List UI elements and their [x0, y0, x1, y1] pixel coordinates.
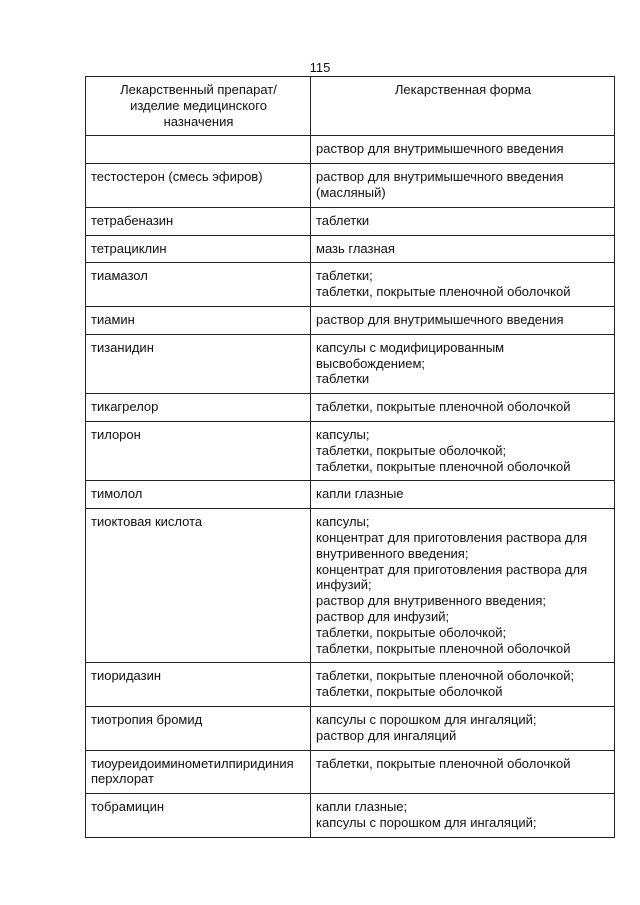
drug-cell — [86, 334, 311, 393]
drug-name: тиотропия бромид — [91, 711, 203, 727]
dosage-form: таблетки — [316, 212, 370, 228]
dosage-form: капсулы с модифицированным высвобождением; таблетки — [316, 339, 505, 387]
drug-name: тиоуреидоиминометилпиридиния перхлорат — [91, 755, 294, 787]
drug-cell — [86, 306, 311, 334]
drug-name: тетрабеназин — [91, 212, 174, 228]
dosage-form: капсулы с порошком для ингаляций; раствор для ингаляций — [316, 711, 537, 743]
table-row — [86, 750, 615, 794]
dosage-form: таблетки; таблетки, покрытые пленочной оболочкой — [316, 268, 571, 300]
drug-name: тиамазол — [91, 268, 148, 284]
drug-cell — [86, 509, 311, 663]
dosage-form: капли глазные; капсулы с порошком для ингаляций; — [316, 799, 537, 830]
table-row — [86, 663, 615, 707]
drug-cell — [86, 263, 311, 307]
drug-cell — [86, 235, 311, 263]
form-cell — [311, 663, 615, 707]
drug-cell — [86, 706, 311, 750]
drug-name: тиоктовая кислота — [91, 514, 203, 530]
table-row — [86, 706, 615, 750]
dosage-form: таблетки, покрытые пленочной оболочкой — [316, 755, 571, 771]
drug-cell — [86, 164, 311, 208]
form-cell — [311, 306, 615, 334]
header-drug — [86, 77, 311, 136]
form-cell — [311, 263, 615, 307]
drug-name: тикагрелор — [91, 399, 159, 415]
page-number: 115 — [309, 60, 331, 75]
drug-name: тимолол — [91, 486, 143, 502]
dosage-form: таблетки, покрытые пленочной оболочкой — [316, 399, 571, 415]
drug-cell — [86, 394, 311, 422]
table-row — [86, 263, 615, 307]
drug-cell — [86, 421, 311, 480]
table-row — [86, 207, 615, 235]
drug-name: тилорон — [91, 426, 141, 442]
dosage-form: мазь глазная — [316, 240, 395, 256]
header-form-label: Лекарственная форма — [394, 82, 532, 97]
dosage-form: таблетки, покрытые пленочной оболочкой; таблетки, покрытые оболочкой — [316, 668, 575, 700]
drug-name: тобрамицин — [91, 799, 165, 815]
dosage-form: капли глазные — [316, 486, 404, 502]
form-cell — [311, 509, 615, 663]
drug-name: тиоридазин — [91, 668, 162, 684]
form-cell — [311, 207, 615, 235]
dosage-form: раствор для внутримышечного введения (масляный) — [316, 169, 564, 200]
drug-name: тизанидин — [91, 339, 154, 355]
drug-cell — [86, 136, 311, 164]
dosage-form: капсулы; таблетки, покрытые оболочкой; таблетки, покрытые пленочной оболочкой — [316, 426, 571, 474]
drug-name: тестостерон (смесь эфиров) — [91, 169, 263, 185]
drug-cell — [86, 750, 311, 794]
form-cell — [311, 164, 615, 208]
form-cell — [311, 794, 615, 838]
form-cell — [311, 706, 615, 750]
form-cell — [311, 235, 615, 263]
drug-form-table — [85, 76, 615, 838]
table-row — [86, 136, 615, 164]
table-row — [86, 235, 615, 263]
table-row — [86, 509, 615, 663]
header-form — [311, 77, 615, 136]
form-cell — [311, 750, 615, 794]
drug-name: тетрациклин — [91, 240, 167, 256]
dosage-form: раствор для внутримышечного введения — [316, 141, 564, 157]
dosage-form: раствор для внутримышечного введения — [316, 311, 564, 327]
table-row — [86, 394, 615, 422]
table-row — [86, 421, 615, 480]
form-cell — [311, 481, 615, 509]
header-drug-label: Лекарственный препарат/ изделие медицинского назначения — [120, 82, 277, 129]
drug-cell — [86, 207, 311, 235]
dosage-form: капсулы; концентрат для приготовления раствора для внутривенного введения; концентрат для приготовления раствора для инфузий; раствор для внутривенного введения; раствор для инфузий; таблетки, покрытые оболочкой; таблетки, покрытые пленочной оболочкой — [316, 514, 588, 656]
drug-cell — [86, 663, 311, 707]
drug-cell — [86, 481, 311, 509]
form-cell — [311, 136, 615, 164]
table-row — [86, 164, 615, 208]
form-cell — [311, 421, 615, 480]
table-row — [86, 334, 615, 393]
table-row — [86, 306, 615, 334]
drug-name: тиамин — [91, 311, 135, 327]
table-row — [86, 794, 615, 838]
table-header-row — [86, 77, 615, 136]
form-cell — [311, 394, 615, 422]
table-row — [86, 481, 615, 509]
form-cell — [311, 334, 615, 393]
drug-cell — [86, 794, 311, 838]
